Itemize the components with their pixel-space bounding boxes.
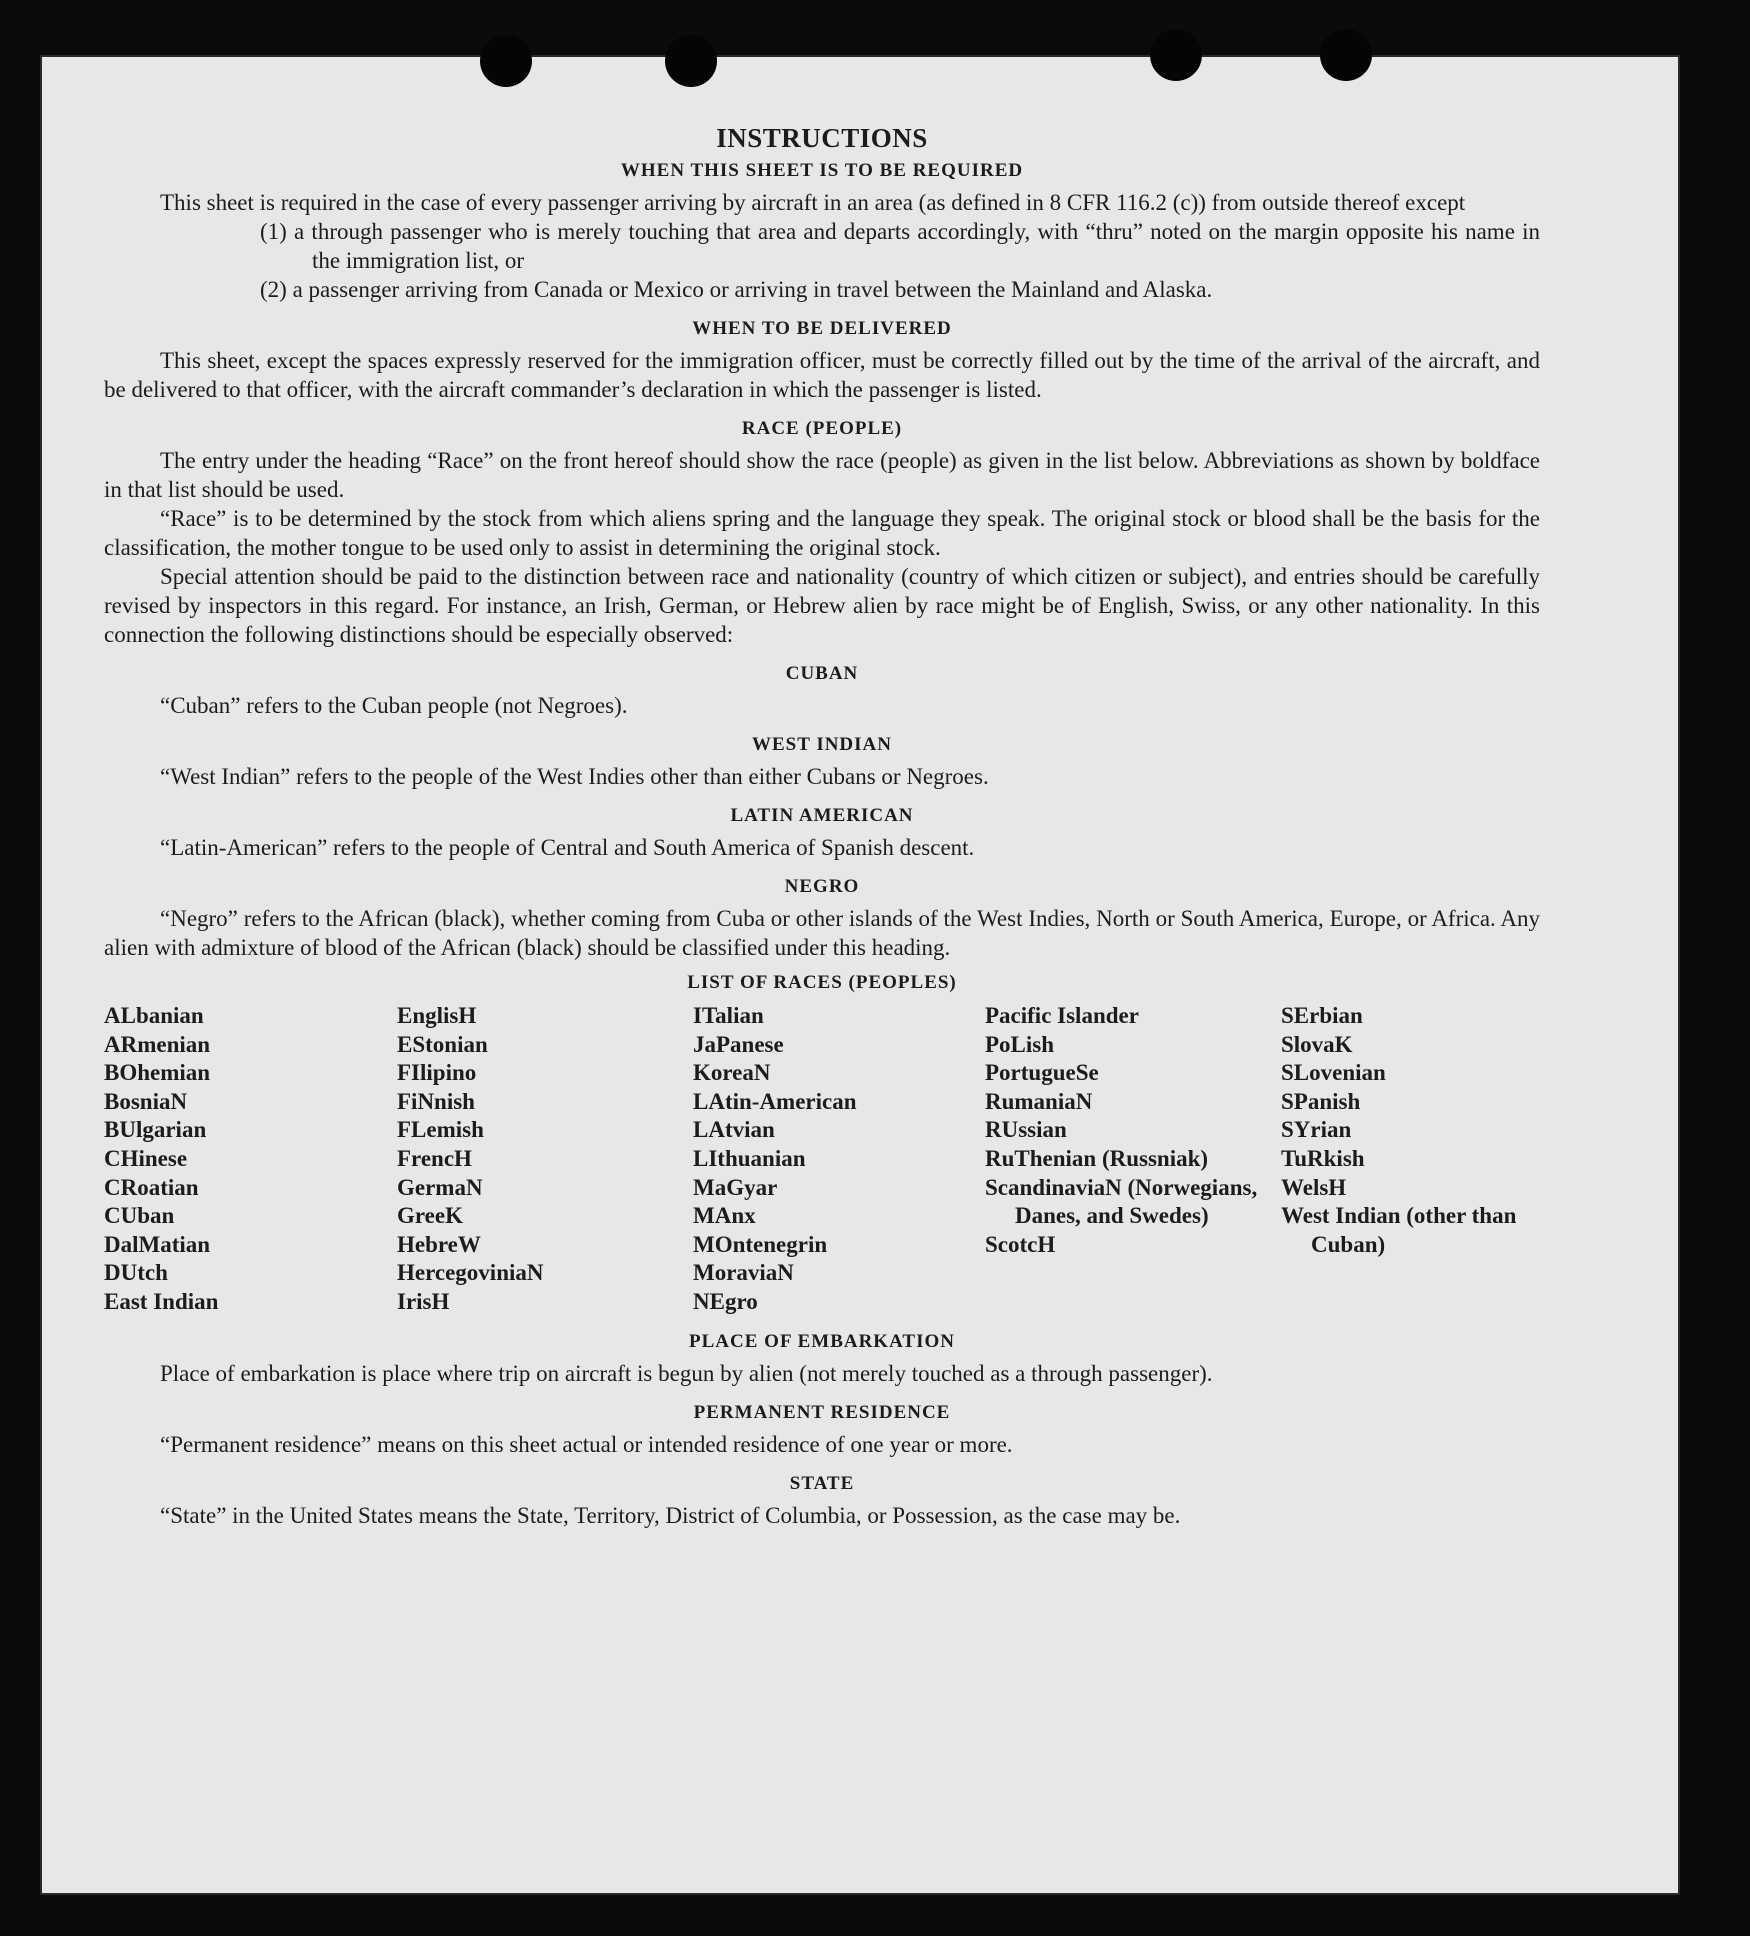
race-item: SErbian [1281, 1003, 1363, 1028]
paragraph: “West Indian” refers to the people of the West Indies other than either Cubans or Negroes. [160, 764, 989, 789]
section-heading: STATE [789, 1472, 855, 1494]
race-item: NEgro [693, 1288, 758, 1314]
race-item: LIthuanian [693, 1145, 806, 1171]
race-item: MaGyar [693, 1174, 778, 1200]
page-title: INSTRUCTIONS [716, 123, 928, 153]
paragraph: “State” in the United States means the State, Territory, District of Columbia, or Possession, as the case may be. [160, 1502, 1181, 1528]
paragraph: “Race” is to be determined by the stock from which aliens spring and the language they speak. The original stock or blood shall be the basis for the classification, the mother tongue to be used only to assist in determining the original stock. [104, 506, 1540, 560]
race-item: KoreaN [693, 1060, 771, 1086]
race-item: PoLish [985, 1031, 1055, 1057]
punch-hole [480, 35, 532, 87]
race-item: FrencH [397, 1145, 472, 1171]
race-item: HebreW [397, 1231, 481, 1257]
race-item: SPanish [1281, 1088, 1361, 1114]
race-item: FIlipino [397, 1060, 477, 1086]
race-item: RUssian [985, 1117, 1067, 1143]
race-item: FLemish [397, 1117, 484, 1143]
instructions-content [104, 123, 1540, 1530]
paragraph: “Latin-American” refers to the people of Central and South America of Spanish descent. [160, 835, 975, 860]
race-item: ScandinaviaN (Norwegians, Danes, and Swedes) [985, 1174, 1258, 1229]
race-list [104, 1002, 1540, 1317]
paragraph: Special attention should be paid to the distinction between race and nationality (country of which citizen or subject), and entries should be carefully revised by inspectors in this regard. For instance, an Irish, German, or Hebrew alien by race might be of English, Swiss, or any other nationality. In this connection the following distinctions should be especially observed: [104, 564, 1540, 647]
section-heading: PERMANENT RESIDENCE [693, 1401, 951, 1423]
race-item: WelsH [1281, 1174, 1347, 1200]
race-item: HercegoviniaN [397, 1260, 544, 1286]
section-heading: LATIN AMERICAN [730, 805, 914, 826]
race-item: GermaN [397, 1174, 483, 1200]
race-item: Pacific Islander [985, 1003, 1139, 1028]
punch-hole [665, 35, 717, 87]
section-heading: WEST INDIAN [752, 734, 892, 755]
race-item: MoraviaN [693, 1260, 794, 1286]
race-item: LAtin-American [693, 1088, 857, 1114]
race-item: BUlgarian [104, 1117, 207, 1143]
race-column [1281, 1002, 1541, 1317]
race-item: EStonian [397, 1031, 488, 1057]
race-column [104, 1002, 397, 1317]
race-item: TuRkish [1281, 1145, 1365, 1171]
race-item: JaPanese [693, 1031, 784, 1057]
race-item: PortugueSe [985, 1060, 1099, 1086]
race-item: RumaniaN [985, 1088, 1093, 1114]
race-item: RuThenian (Russniak) [985, 1145, 1209, 1171]
race-item: GreeK [397, 1203, 463, 1229]
race-item: CHinese [104, 1145, 188, 1171]
section-heading: WHEN TO BE DELIVERED [692, 318, 952, 339]
paragraph: The entry under the heading “Race” on the front hereof should show the race (people) as given in the list below. Abbreviations as shown by boldface in that list should be used. [104, 448, 1540, 502]
punch-hole [1150, 29, 1202, 81]
paragraph: This sheet is required in the case of every passenger arriving by aircraft in an area (as defined in 8 CFR 116.2 (c)) from outside thereof except [160, 190, 1466, 215]
race-item: SLovenian [1281, 1060, 1386, 1086]
section-heading: RACE (PEOPLE) [741, 418, 903, 439]
section-heading: PLACE OF EMBARKATION [689, 1330, 955, 1352]
punch-hole [1320, 29, 1372, 81]
race-item: DalMatian [104, 1231, 211, 1257]
race-item: MOntenegrin [693, 1231, 828, 1257]
section-heading: NEGRO [784, 876, 860, 897]
race-column [693, 1002, 985, 1317]
race-item: LAtvian [693, 1117, 775, 1143]
document-sheet [40, 55, 1680, 1895]
race-item: CRoatian [104, 1174, 199, 1200]
race-item: ALbanian [104, 1003, 204, 1028]
race-item: ScotcH [985, 1231, 1056, 1257]
race-item: BOhemian [104, 1060, 211, 1086]
list-item: (2) a passenger arriving from Canada or Mexico or arriving in travel between the Mainland and Alaska. [260, 277, 1213, 302]
race-item: EnglisH [397, 1003, 477, 1028]
race-item: ARmenian [104, 1031, 211, 1057]
paragraph: “Permanent residence” means on this sheet actual or intended residence of one year or more. [160, 1431, 1013, 1457]
race-item: SYrian [1281, 1117, 1352, 1143]
race-item: FiNnish [397, 1088, 475, 1114]
race-item: DUtch [104, 1260, 168, 1286]
race-item: MAnx [693, 1203, 756, 1229]
paragraph: “Negro” refers to the African (black), whether coming from Cuba or other islands of the West Indies, North or South America, Europe, or Africa. Any alien with admixture of blood of the African (black) should be classified under this heading. [104, 906, 1540, 960]
race-item: BosniaN [104, 1088, 188, 1114]
paragraph: “Cuban” refers to the Cuban people (not Negroes). [160, 693, 628, 718]
section-heading: LIST OF RACES (PEOPLES) [687, 972, 957, 993]
race-item: IrisH [397, 1288, 450, 1314]
section-heading: WHEN THIS SHEET IS TO BE REQUIRED [620, 160, 1024, 181]
paragraph: This sheet, except the spaces expressly reserved for the immigration officer, must be correctly filled out by the time of the arrival of the aircraft, and be delivered to that officer, with the aircraft commander’s declaration in which the passenger is listed. [104, 348, 1540, 402]
race-item: ITalian [693, 1003, 764, 1028]
paragraph: Place of embarkation is place where trip on aircraft is begun by alien (not merely touched as a through passenger). [160, 1360, 1213, 1386]
race-item: West Indian (other than Cuban) [1281, 1203, 1517, 1257]
race-column [397, 1002, 693, 1317]
section-heading: CUBAN [785, 663, 859, 684]
list-item: (1) a through passenger who is merely touching that area and departs accordingly, with “thru” noted on the margin opposite his name in the immigration list, or [260, 219, 1540, 273]
race-item: East Indian [104, 1288, 219, 1314]
race-column [985, 1002, 1281, 1317]
race-item: SlovaK [1281, 1031, 1353, 1057]
race-item: CUban [104, 1203, 175, 1229]
